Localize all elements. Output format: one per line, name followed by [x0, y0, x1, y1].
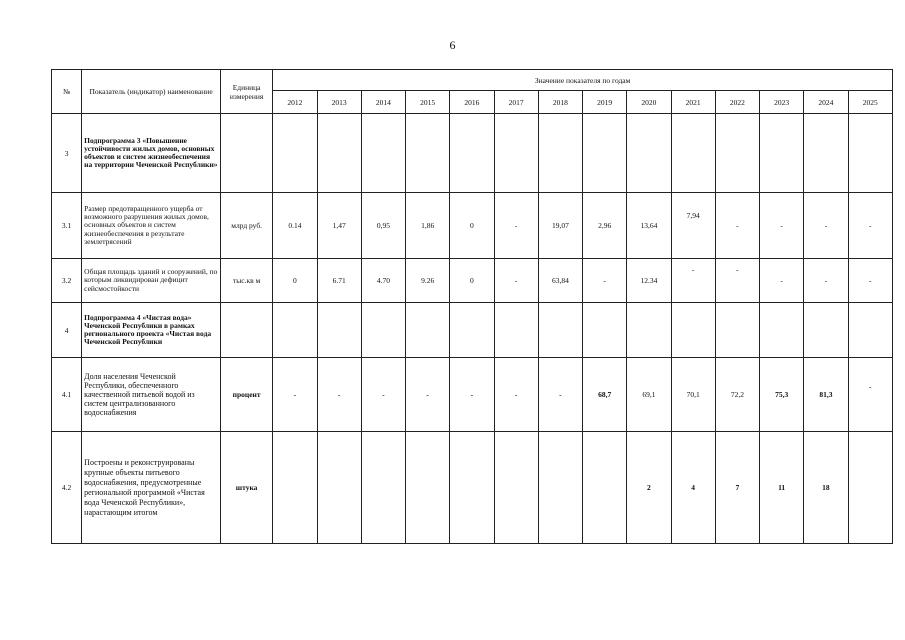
- row-unit: [220, 303, 272, 358]
- row-unit: млрд руб.: [220, 193, 272, 259]
- row-name: Доля населения Чеченской Республики, обеспеченного качественной питьевой водой из систем централизованного водоснабжения: [82, 358, 221, 432]
- row-name: Построены и реконструированы крупные объекты питьевого водоснабжения, предусмотренные региональной программой «Чистая вода Чеченской Республики», нарастающим итогом: [82, 432, 221, 544]
- value-cell: 4: [671, 432, 715, 544]
- value-cell: 19,07: [538, 193, 582, 259]
- row-number: 3.2: [52, 259, 82, 303]
- value-cell: -: [361, 358, 405, 432]
- value-cell: 7: [715, 432, 759, 544]
- value-cell: [361, 432, 405, 544]
- value-cell: -: [804, 193, 848, 259]
- row-unit: штука: [220, 432, 272, 544]
- header-year: 2015: [406, 91, 450, 114]
- row-unit: [220, 114, 272, 193]
- row-name: Размер предотвращенного ущерба от возможного разрушения жилых домов, основных объектов и систем жизнеобеспечения в результате землетрясений: [82, 193, 221, 259]
- value-cell: -: [317, 358, 361, 432]
- value-cell: 7,94: [671, 193, 715, 259]
- value-cell: -: [760, 259, 804, 303]
- header-year: 2016: [450, 91, 494, 114]
- value-cell: -: [804, 259, 848, 303]
- value-cell: -: [583, 259, 627, 303]
- value-cell: [317, 432, 361, 544]
- value-cell: [317, 114, 361, 193]
- table-row-4-2: [52, 432, 893, 544]
- value-cell: -: [760, 193, 804, 259]
- value-cell: -: [538, 358, 582, 432]
- value-cell: -: [494, 358, 538, 432]
- value-cell: [671, 114, 715, 193]
- value-cell: -: [848, 193, 892, 259]
- value-cell: [538, 114, 582, 193]
- header-year: 2013: [317, 91, 361, 114]
- value-cell: 68,7: [583, 358, 627, 432]
- value-cell: 11: [760, 432, 804, 544]
- table-header: [52, 70, 893, 114]
- row-number: 4: [52, 303, 82, 358]
- table-row-3-1: [52, 193, 893, 259]
- value-cell: [848, 432, 892, 544]
- value-cell: -: [494, 259, 538, 303]
- value-cell: [848, 303, 892, 358]
- value-cell: [273, 114, 317, 193]
- page-number: 6: [449, 38, 456, 52]
- value-cell: [538, 303, 582, 358]
- value-cell: 72,2: [715, 358, 759, 432]
- value-cell: 1,47: [317, 193, 361, 259]
- value-cell: [406, 303, 450, 358]
- value-cell: 81,3: [804, 358, 848, 432]
- value-cell: [450, 303, 494, 358]
- table-row-3-2: [52, 259, 893, 303]
- value-cell: 13,64: [627, 193, 671, 259]
- header-year: 2018: [538, 91, 582, 114]
- header-year: 2020: [627, 91, 671, 114]
- value-cell: [671, 303, 715, 358]
- value-cell: [450, 114, 494, 193]
- row-name: Подпрограмма 3 «Повышение устойчивости жилых домов, основных объектов и систем жизнеобеспечения на территории Чеченской Республики»: [82, 114, 221, 193]
- header-year: 2014: [361, 91, 405, 114]
- value-cell: 63,84: [538, 259, 582, 303]
- value-cell: 70,1: [671, 358, 715, 432]
- value-cell: 0: [273, 259, 317, 303]
- value-cell: [715, 303, 759, 358]
- row-name: Подпрограмма 4 «Чистая вода» Чеченской Республики в рамках регионального проекта «Чистая вода Чеченской Республики: [82, 303, 221, 358]
- value-cell: [583, 114, 627, 193]
- value-cell: [406, 432, 450, 544]
- table-row-subprogram-4: [52, 303, 893, 358]
- value-cell: [317, 303, 361, 358]
- header-year: 2023: [760, 91, 804, 114]
- value-cell: [538, 432, 582, 544]
- value-cell: [494, 432, 538, 544]
- row-number: 4.1: [52, 358, 82, 432]
- row-number: 3: [52, 114, 82, 193]
- value-cell: [627, 114, 671, 193]
- value-cell: [848, 114, 892, 193]
- header-year: 2025: [848, 91, 892, 114]
- value-cell: [361, 114, 405, 193]
- value-cell: [583, 303, 627, 358]
- value-cell: -: [494, 193, 538, 259]
- header-year: 2021: [671, 91, 715, 114]
- value-cell: [583, 432, 627, 544]
- value-cell: [361, 303, 405, 358]
- value-cell: [627, 303, 671, 358]
- value-cell: [273, 303, 317, 358]
- header-num: №: [52, 70, 82, 114]
- table-row-4-1: [52, 358, 893, 432]
- header-unit: Единица измерения: [220, 70, 272, 114]
- value-cell: [715, 114, 759, 193]
- value-cell: [804, 303, 848, 358]
- row-name: Общая площадь зданий и сооружений, по которым ликвидирован дефицит сейсмостойкости: [82, 259, 221, 303]
- row-unit: процент: [220, 358, 272, 432]
- value-cell: 1,86: [406, 193, 450, 259]
- value-cell: 2: [627, 432, 671, 544]
- row-number: 4.2: [52, 432, 82, 544]
- value-cell: [760, 303, 804, 358]
- value-cell: -: [450, 358, 494, 432]
- value-cell: 0: [450, 259, 494, 303]
- table-row-subprogram-3: [52, 114, 893, 193]
- value-cell: 0,95: [361, 193, 405, 259]
- header-year: 2019: [583, 91, 627, 114]
- header-year: 2012: [273, 91, 317, 114]
- value-cell: [804, 114, 848, 193]
- value-cell: 12.34: [627, 259, 671, 303]
- value-cell: 2,96: [583, 193, 627, 259]
- header-year: 2017: [494, 91, 538, 114]
- header-year: 2024: [804, 91, 848, 114]
- header-indicator: Показатель (индикатор) наименование: [82, 70, 221, 114]
- row-unit: тыс.кв м: [220, 259, 272, 303]
- value-cell: [494, 303, 538, 358]
- value-cell: 18: [804, 432, 848, 544]
- indicators-table: [51, 69, 893, 544]
- value-cell: 75,3: [760, 358, 804, 432]
- value-cell: 0.14: [273, 193, 317, 259]
- value-cell: [760, 114, 804, 193]
- value-cell: -: [273, 358, 317, 432]
- value-cell: -: [848, 358, 892, 432]
- value-cell: 0: [450, 193, 494, 259]
- value-cell: [406, 114, 450, 193]
- header-year: 2022: [715, 91, 759, 114]
- value-cell: -: [671, 259, 715, 303]
- value-cell: 69,1: [627, 358, 671, 432]
- value-cell: -: [406, 358, 450, 432]
- value-cell: 6.71: [317, 259, 361, 303]
- row-number: 3.1: [52, 193, 82, 259]
- value-cell: -: [848, 259, 892, 303]
- value-cell: -: [715, 193, 759, 259]
- value-cell: 4.70: [361, 259, 405, 303]
- value-cell: -: [715, 259, 759, 303]
- value-cell: [450, 432, 494, 544]
- value-cell: 9.26: [406, 259, 450, 303]
- value-cell: [273, 432, 317, 544]
- header-values-by-year: Значение показателя по годам: [273, 70, 893, 91]
- value-cell: [494, 114, 538, 193]
